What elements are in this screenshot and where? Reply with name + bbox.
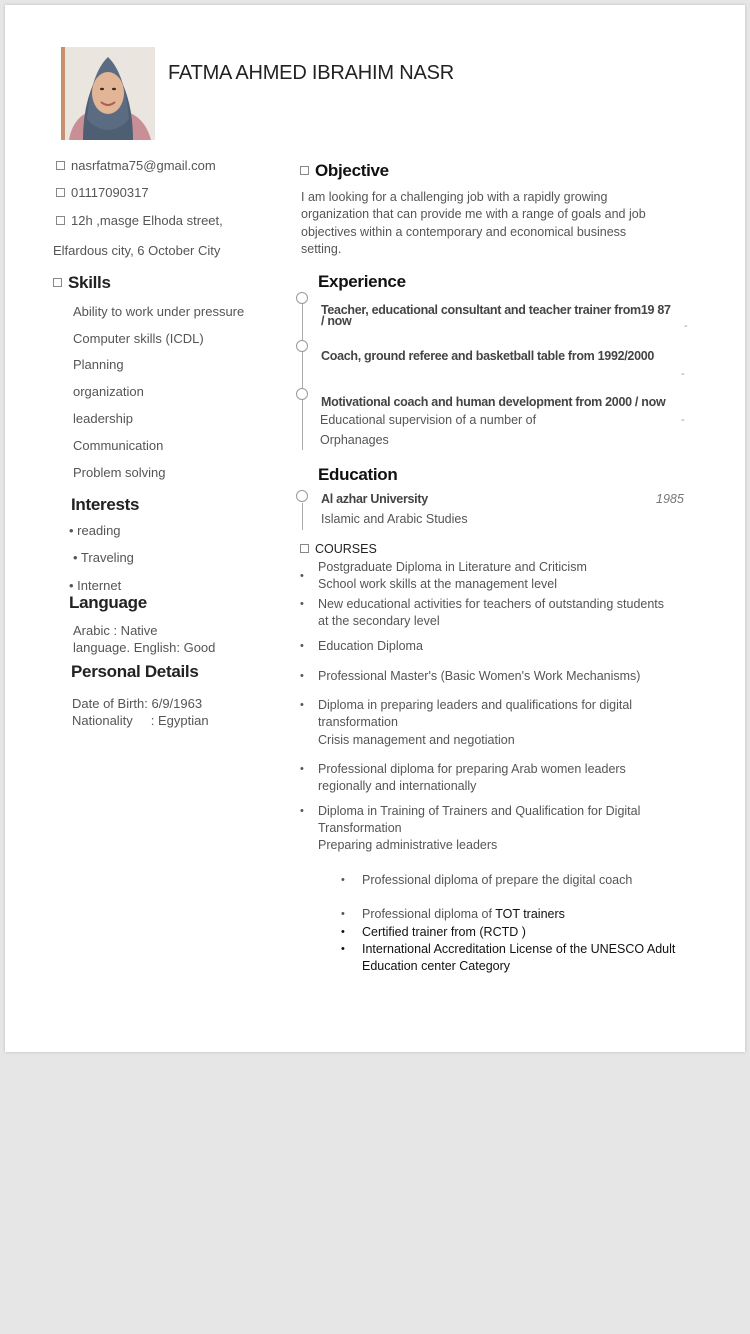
bullet-icon: •	[300, 640, 304, 652]
timeline-node-icon	[296, 340, 308, 352]
objective-line: setting.	[301, 242, 342, 256]
objective-title: Objective	[315, 161, 389, 180]
experience-item-1-cont: / now	[321, 314, 352, 328]
bullet-icon: •	[341, 874, 345, 886]
skill-item: Communication	[73, 438, 164, 453]
course-item	[362, 906, 565, 923]
education-field: Islamic and Arabic Studies	[321, 512, 468, 526]
experience-item-2: Coach, ground referee and basketball table from 1992/2000	[321, 349, 655, 363]
interest-item: • reading	[69, 523, 121, 538]
bullet-icon: •	[341, 908, 345, 920]
course-item: regionally and internationally	[318, 779, 477, 793]
course-item: School work skills at the management level	[318, 577, 558, 591]
timeline-node-icon	[296, 490, 308, 502]
education-timeline	[302, 503, 303, 530]
personal-details-heading: Personal Details	[71, 662, 199, 681]
experience-heading: Experience	[318, 272, 406, 291]
education-heading: Education	[318, 465, 398, 484]
course-item: International Accreditation License of the UNESCO Adult	[362, 942, 676, 956]
skill-item: Ability to work under pressure	[73, 304, 245, 319]
language-line: language. English: Good	[73, 640, 216, 655]
course-item: Transformation	[318, 821, 402, 835]
dash-marker: -	[684, 320, 688, 332]
interest-item: • Traveling	[73, 550, 134, 565]
course-item-part: Professional diploma of	[362, 907, 496, 921]
skill-item: Planning	[73, 357, 124, 372]
course-item: Preparing administrative leaders	[318, 838, 498, 852]
email-text: nasrfatma75@gmail.com	[71, 158, 216, 173]
course-item: Professional diploma of prepare the digital coach	[362, 873, 633, 887]
bullet-icon: •	[300, 598, 304, 610]
course-item: transformation	[318, 715, 398, 729]
objective-line: organization that can provide me with a range of goals and job	[301, 207, 646, 221]
education-school: Al azhar University	[321, 492, 428, 506]
photo-accent-bar	[61, 47, 65, 140]
experience-timeline	[302, 302, 303, 450]
skills-title: Skills	[68, 273, 111, 292]
interests-heading: Interests	[71, 495, 140, 514]
course-item: Professional Master's (Basic Women's Work Mechanisms)	[318, 669, 641, 683]
timeline-node-icon	[296, 292, 308, 304]
bullet-icon: •	[341, 926, 345, 938]
language-heading: Language	[69, 593, 147, 612]
dash-marker: -	[681, 368, 685, 380]
language-line: Arabic : Native	[73, 623, 158, 638]
dash-marker: -	[681, 414, 685, 426]
experience-item-3: Motivational coach and human development from 2000 / now	[321, 395, 666, 409]
course-item: Professional diploma for preparing Arab women leaders	[318, 762, 626, 776]
phone-row	[56, 185, 149, 200]
location-icon	[56, 216, 65, 225]
address-row	[56, 213, 223, 228]
phone-text: 01117090317	[71, 185, 149, 200]
objective-icon	[300, 166, 309, 175]
phone-icon	[56, 188, 65, 197]
course-item: Education Diploma	[318, 639, 423, 653]
courses-icon	[300, 544, 309, 553]
bullet-icon: •	[300, 763, 304, 775]
address-line2: Elfardous city, 6 October City	[53, 243, 221, 258]
course-item: Diploma in preparing leaders and qualifications for digital	[318, 698, 633, 712]
course-item: Crisis management and negotiation	[318, 733, 515, 747]
course-item: Diploma in Training of Trainers and Qualification for Digital	[318, 804, 641, 818]
courses-title: COURSES	[315, 542, 377, 556]
bullet-icon: •	[300, 670, 304, 682]
course-item: New educational activities for teachers of outstanding students	[318, 597, 665, 611]
experience-item-3-detail: Orphanages	[320, 433, 389, 447]
education-year: 1985	[656, 492, 684, 506]
course-item: Education center Category	[362, 959, 511, 973]
timeline-node-icon	[296, 388, 308, 400]
experience-item-1: Teacher, educational consultant and teacher trainer from19 87	[321, 303, 671, 317]
course-item: Postgraduate Diploma in Literature and Criticism	[318, 560, 587, 574]
bullet-icon: •	[300, 805, 304, 817]
skill-item: leadership	[73, 411, 133, 426]
objective-line: I am looking for a challenging job with a rapidly growing	[301, 190, 608, 204]
experience-item-3-detail: Educational supervision of a number of	[320, 413, 537, 427]
full-name: FATMA AHMED IBRAHIM NASR	[168, 62, 454, 84]
objective-line: objectives within a contemporary and economical business	[301, 225, 627, 239]
course-item-part: TOT trainers	[495, 907, 565, 921]
bullet-icon: •	[341, 943, 345, 955]
course-item: at the secondary level	[318, 614, 440, 628]
course-item: Certified trainer from (RCTD )	[362, 925, 526, 939]
profile-photo	[61, 47, 155, 140]
objective-heading	[300, 161, 389, 181]
email-row	[56, 158, 216, 173]
nationality: Nationality : Egyptian	[72, 713, 209, 728]
bullet-icon: •	[300, 699, 304, 711]
address-line1: 12h ,masge Elhoda street,	[71, 213, 223, 228]
skills-icon	[53, 278, 62, 287]
date-of-birth: Date of Birth: 6/9/1963	[72, 696, 203, 711]
skills-heading	[53, 273, 111, 293]
bullet-icon: •	[300, 570, 304, 582]
email-icon	[56, 161, 65, 170]
courses-heading	[300, 542, 377, 556]
interest-item: • Internet	[69, 578, 122, 593]
skill-item: Problem solving	[73, 465, 166, 480]
skill-item: organization	[73, 384, 144, 399]
skill-item: Computer skills (ICDL)	[73, 331, 204, 346]
